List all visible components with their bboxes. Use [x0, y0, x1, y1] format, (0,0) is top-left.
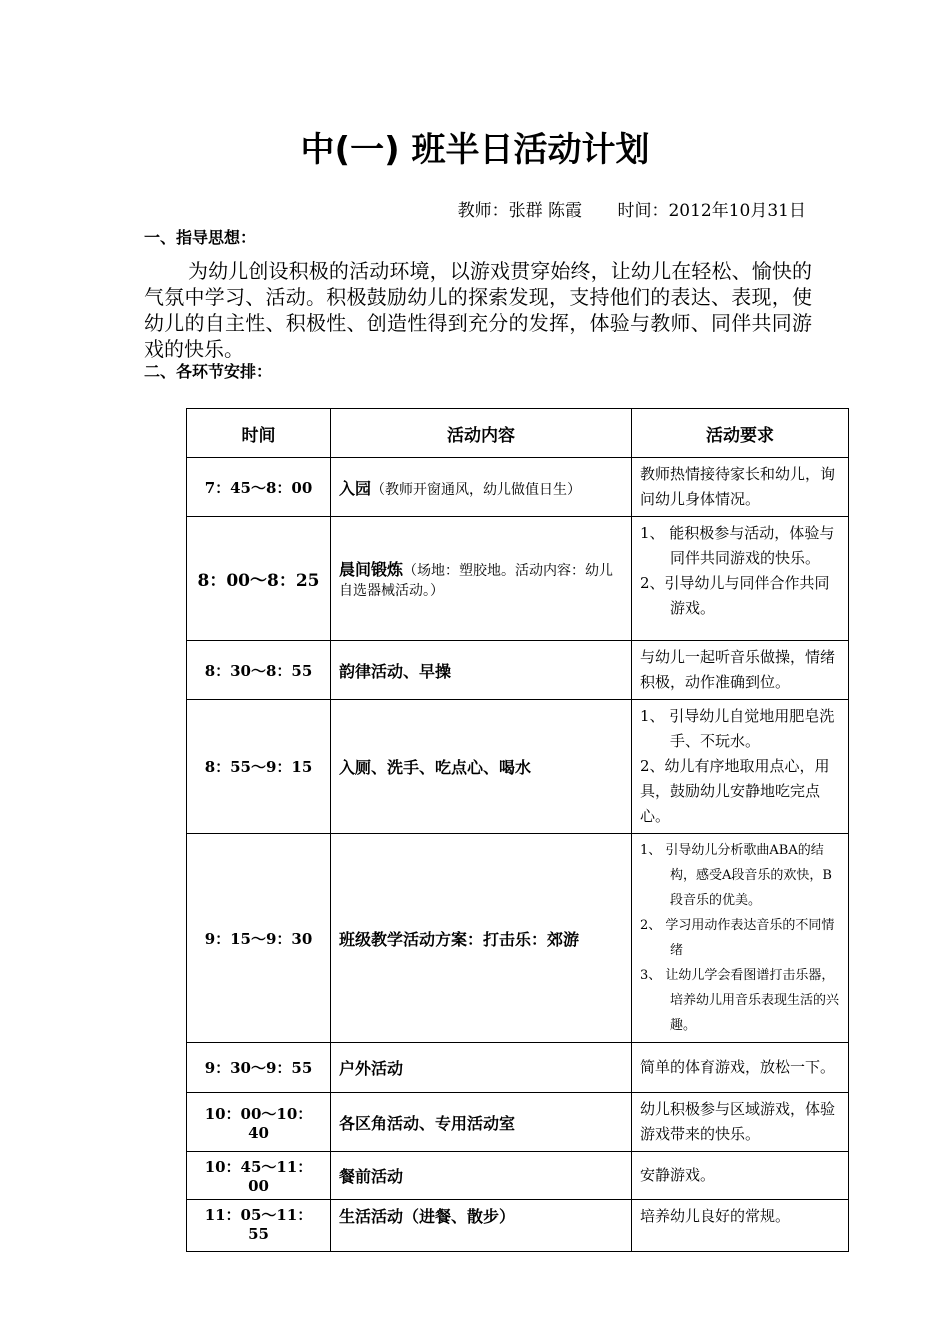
activity-note: （教师开窗通风，幼儿做值日生）	[371, 481, 582, 498]
header-requirement: 活动要求	[632, 409, 849, 458]
activity-cell	[331, 517, 632, 641]
requirement-item: 1、 引导幼儿分析歌曲ABA的结构，感受A段音乐的欢快，B段音乐的优美。	[640, 843, 832, 908]
section-heading-guiding: 一、指导思想：	[144, 228, 257, 247]
requirement-item: 1、 能积极参与活动，体验与同伴共同游戏的快乐。	[640, 524, 835, 567]
requirement-item: 1、 引导幼儿自觉地用肥皂洗手、不玩水。	[640, 707, 835, 750]
section-heading-schedule: 二、各环节安排：	[144, 362, 273, 381]
requirement-item: 2、幼儿有序地取用点心，用具，鼓励幼儿安静地吃完点心。	[640, 757, 830, 825]
table-row	[187, 834, 849, 1043]
teacher-label: 教师：张群 陈霞	[457, 201, 583, 221]
teacher-date-line	[458, 200, 806, 222]
requirement-cell: 与幼儿一起听音乐做操，情绪积极，动作准确到位。	[632, 641, 849, 700]
time-cell: 9：15～9：30	[187, 834, 331, 1043]
time-cell: 11：05～11：55	[187, 1200, 331, 1252]
page-title: 中(一) 班半日活动计划	[300, 130, 650, 170]
table-header-row	[187, 409, 849, 458]
requirement-cell	[632, 700, 849, 834]
table-row	[187, 1200, 849, 1252]
table-row	[187, 1093, 849, 1152]
requirement-item: 2、引导幼儿与同伴合作共同游戏。	[640, 574, 830, 617]
activity-cell: 生活活动（进餐、散步）	[331, 1200, 632, 1252]
activity-note: （场地：塑胶地。活动内容：幼儿自选器械活动。）	[339, 563, 614, 599]
activity-cell: 各区角活动、专用活动室	[331, 1093, 632, 1152]
time-cell: 8：00～8：25	[187, 517, 331, 641]
activity-cell: 户外活动	[331, 1043, 632, 1093]
time-cell: 8：30～8：55	[187, 641, 331, 700]
requirement-cell	[632, 834, 849, 1043]
time-cell: 7：45～8：00	[187, 458, 331, 517]
activity-name: 入园	[339, 478, 372, 498]
date-label: 时间：2012年10月31日	[617, 201, 806, 221]
time-cell: 8：55～9：15	[187, 700, 331, 834]
requirement-cell: 培养幼儿良好的常规。	[632, 1200, 849, 1252]
requirement-cell: 教师热情接待家长和幼儿，询问幼儿身体情况。	[632, 458, 849, 517]
requirement-cell: 简单的体育游戏，放松一下。	[632, 1043, 849, 1093]
guiding-paragraph: 为幼儿创设积极的活动环境，以游戏贯穿始终，让幼儿在轻松、愉快的气氛中学习、活动。积极鼓励幼儿的探索发现，支持他们的表达、表现，使幼儿的自主性、积极性、创造性得到充分的发挥，体验与教师、同伴共同游戏的快乐。	[144, 259, 812, 361]
header-activity: 活动内容	[331, 409, 632, 458]
table-row	[187, 700, 849, 834]
requirement-item: 2、 学习用动作表达音乐的不同情绪	[640, 918, 835, 958]
activity-cell	[331, 458, 632, 517]
activity-name: 晨间锻炼	[339, 560, 404, 579]
requirement-cell: 安静游戏。	[632, 1152, 849, 1200]
table-row	[187, 517, 849, 641]
table-row	[187, 1043, 849, 1093]
table-row	[187, 458, 849, 517]
requirement-item: 3、 让幼儿学会看图谱打击乐器，培养幼儿用音乐表现生活的兴趣。	[640, 968, 840, 1033]
requirement-cell	[632, 517, 849, 641]
table-row	[187, 1152, 849, 1200]
requirement-cell: 幼儿积极参与区域游戏，体验游戏带来的快乐。	[632, 1093, 849, 1152]
activity-cell: 韵律活动、早操	[331, 641, 632, 700]
activity-cell: 入厕、洗手、吃点心、喝水	[331, 700, 632, 834]
activity-cell: 班级教学活动方案：打击乐：郊游	[331, 834, 632, 1043]
table-row	[187, 641, 849, 700]
time-cell: 9：30～9：55	[187, 1043, 331, 1093]
time-cell: 10：00～10：40	[187, 1093, 331, 1152]
time-cell: 10：45～11：00	[187, 1152, 331, 1200]
activity-cell: 餐前活动	[331, 1152, 632, 1200]
schedule-table	[186, 408, 849, 1252]
header-time: 时间	[187, 409, 331, 458]
